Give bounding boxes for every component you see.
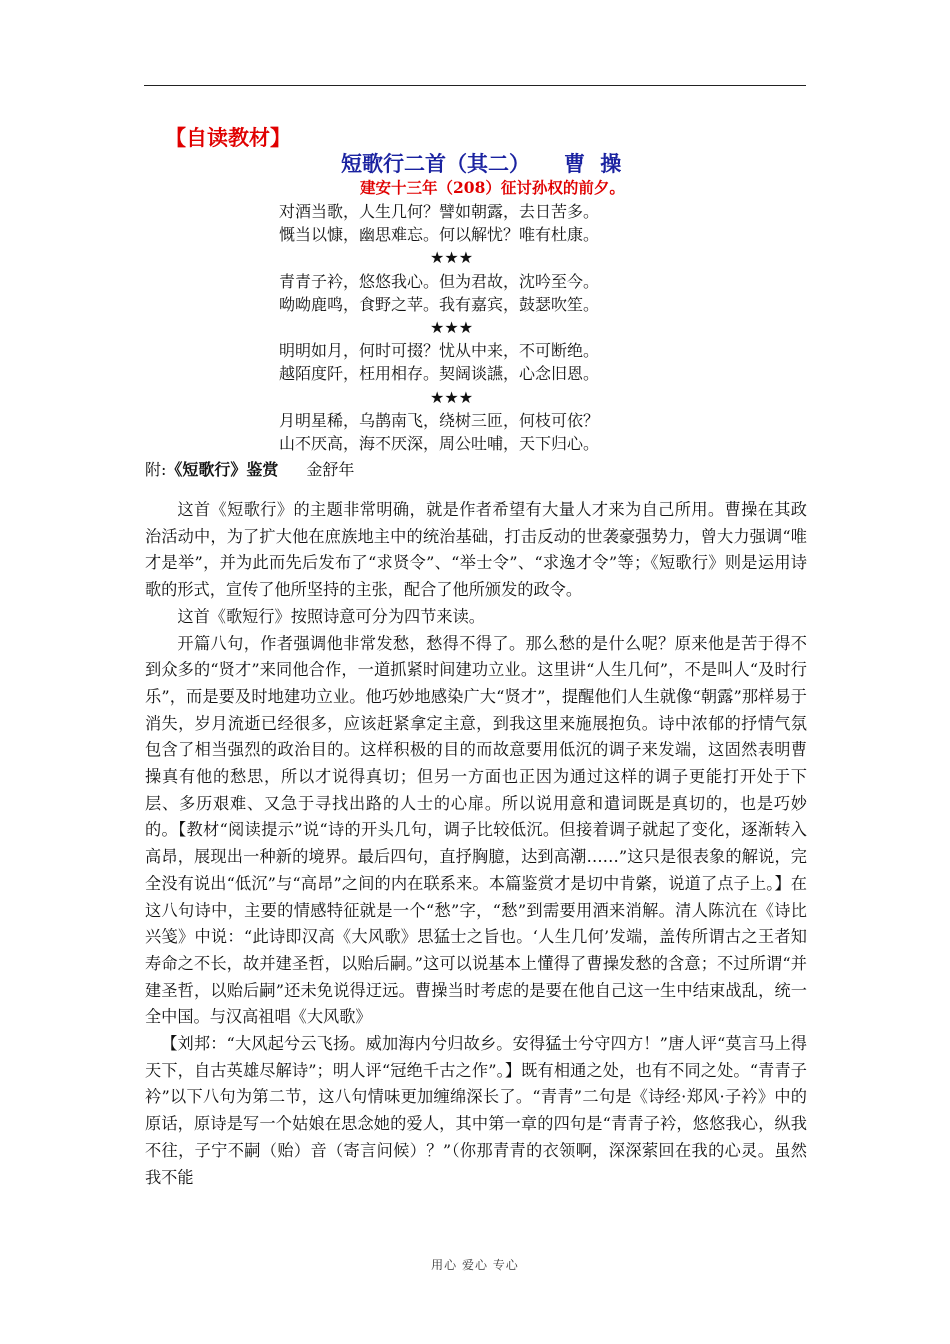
stanza-separator: ★★★ (430, 318, 474, 338)
paragraph: 这首《歌短行》按照诗意可分为四节来读。 (177, 606, 485, 626)
page-footer: 用心 爱心 专心 (431, 1258, 519, 1272)
paragraph: 【刘邦：“大风起兮云飞扬。威加海内兮归故乡。安得猛士兮守四方！”唐人评“莫言马上得天下，自古英雄尽解诗”；明人评“冠绝千古之作”。】既有相通之处，也有不同之处。“青青子衿”以下八句为第二节，这八句情味更加缠绵深长了。“青青”二句是《诗经·郑风·子衿》中的原话，原诗是写一个姑娘在思念她的爱人，其中第一章的四句是“青青子衿，悠悠我心，纵我不往，子宁不嗣（贻）音（寄言问候）？”（你那青青的衣领啊，深深萦回在我的心灵。虽然我不能 (145, 1034, 807, 1187)
appendix-title: 《短歌行》鉴赏 (166, 460, 279, 479)
section-tag: 【自读教材】 (165, 125, 291, 150)
poem-author: 曹 操 (564, 151, 626, 176)
poem-line: 对酒当歌，人生几何？譬如朝露，去日苦多。 (279, 202, 600, 221)
poem-line: 越陌度阡，枉用相存。契阔谈讌，心念旧恩。 (279, 364, 600, 384)
poem-line: 慨当以慷，幽思难忘。何以解忧？唯有杜康。 (279, 225, 600, 245)
appendix-author: 金舒年 (306, 460, 355, 479)
poem-line: 月明星稀，乌鹊南飞，绕树三匝，何枝可依？ (279, 410, 600, 430)
paragraph: 这首《短歌行》的主题非常明确，就是作者希望有大量人才来为自己所用。曹操在其政治活动中，为了扩大他在庶族地主中的统治基础，打击反动的世袭豪强势力，曾大力强调“唯才是举”，并为此而先后发布了“求贤令”、“举士令”、“求逸才令”等；《短歌行》则是运用诗歌的形式，宣传了他所坚持的主张，配合了他所颁发的政令。 (145, 500, 807, 600)
appendix-prefix: 附: (145, 460, 167, 479)
poem-body (279, 200, 679, 455)
paragraph: 开篇八句，作者强调他非常发愁，愁得不得了。那么愁的是什么呢？原来他是苦于得不到众多的“贤才”来同他合作，一道抓紧时间建功立业。这里讲“人生几何”，不是叫人“及时行乐”，而是要及时地建功立业。他巧妙地感染广大“贤才”，提醒他们人生就像“朝露”那样易于消失，岁月流逝已经很多，应该赶紧拿定主意，到我这里来施展抱负。诗中浓郁的抒情气氛包含了相当强烈的政治目的。这样积极的目的而故意要用低沉的调子来发端，这固然表明曹操真有他的愁思，所以才说得真切；但另一方面也正因为通过这样的调子更能打开处于下层、多历艰难、又急于寻找出路的人士的心扉。所以说用意和遣词既是真切的，也是巧妙的。【教材“阅读提示”说“诗的开头几句，调子比较低沉。但接着调子就起了变化，逐渐转入高昂，展现出一种新的境界。最后四句，直抒胸臆，达到高潮……”这只是很表象的解说，完全没有说出“低沉”与“高昂”之间的内在联系来。本篇鉴赏才是切中肯綮，说道了点子上。】在这八句诗中，主要的情感特征就是一个“愁”字，“愁”到需要用酒来消解。清人陈沆在《诗比兴笺》中说：“此诗即汉高《大风歌》思猛士之旨也。‘人生几何’发端，盖传所谓古之王者知寿命之不长，故并建圣哲，以贻后嗣。”这可以说基本上懂得了曹操发愁的含意；不过所谓“并建圣哲，以贻后嗣”还未免说得迂远。曹操当时考虑的是要在他自己这一生中结束战乱，统一全中国。与汉高祖唱《大风歌》 (145, 633, 807, 1027)
appreciation-text (145, 497, 807, 1191)
poem-line: 明明如月，何时可掇？忧从中来，不可断绝。 (279, 341, 600, 361)
poem-subtitle: 建安十三年（208）征讨孙权的前夕。 (360, 178, 625, 197)
stanza-separator: ★★★ (430, 248, 474, 268)
stanza-separator: ★★★ (430, 387, 474, 407)
poem-line: 山不厌高，海不厌深，周公吐哺，天下归心。 (279, 434, 600, 454)
poem-title: 短歌行二首（其二） (341, 151, 530, 176)
appendix-heading (145, 457, 354, 480)
header-rule (144, 85, 806, 86)
poem-title-line (341, 148, 625, 178)
poem-line: 呦呦鹿鸣，食野之苹。我有嘉宾，鼓瑟吹笙。 (279, 294, 600, 314)
poem-line: 青青子衿，悠悠我心。但为君故，沈吟至今。 (279, 271, 600, 291)
